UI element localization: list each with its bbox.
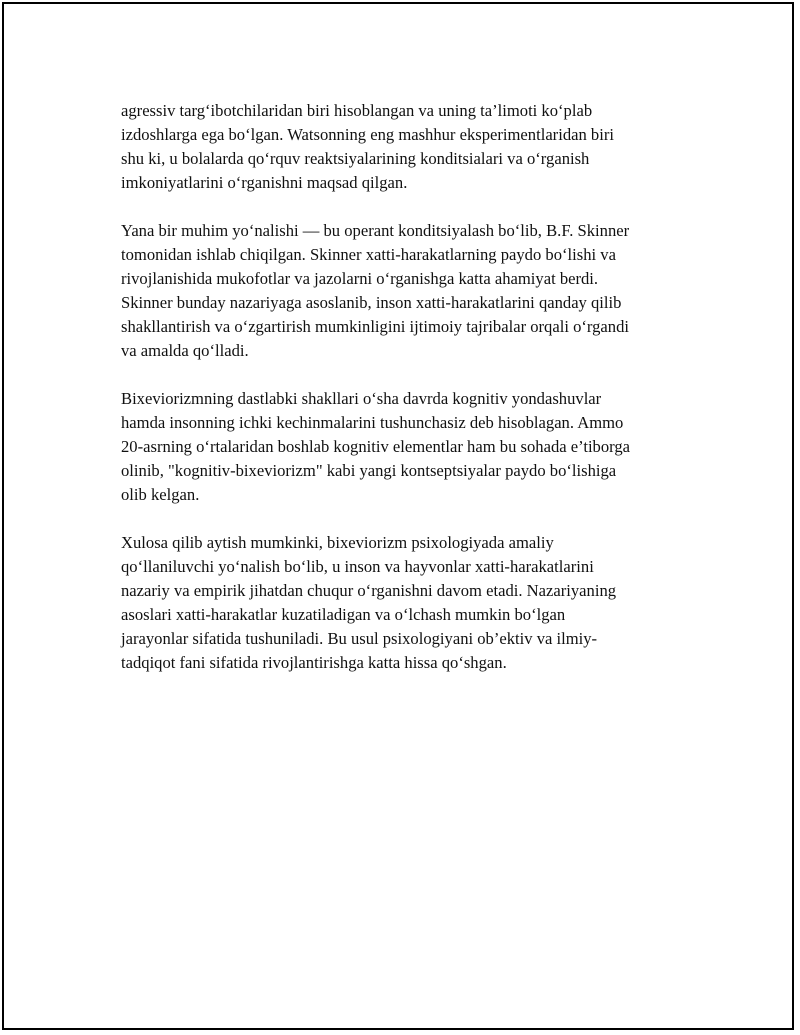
text-line: olib kelgan. <box>121 485 200 504</box>
text-line: olinib, "kognitiv-bixeviorizm" kabi yangi kontseptsiyalar paydo bo‘lishiga <box>121 461 617 480</box>
text-line: shakllantirish va o‘zgartirish mumkinligini ijtimoiy tajribalar orqali o‘rgandi <box>121 317 630 336</box>
paragraph-watson <box>121 99 696 195</box>
text-line: va amalda qo‘lladi. <box>121 341 249 360</box>
text-line: Yana bir muhim yo‘nalishi — bu operant konditsiyalash bo‘lib, B.F. Skinner <box>121 221 630 240</box>
paragraph-conclusion <box>121 531 696 675</box>
text-line: shu ki, u bolalarda qo‘rquv reaktsiyalarining konditsialari va o‘rganish <box>121 149 590 168</box>
text-line: hamda insonning ichki kechinmalarini tushunchasiz deb hisoblagan. Ammo <box>121 413 624 432</box>
text-line: tadqiqot fani sifatida rivojlantirishga katta hissa qo‘shgan. <box>121 653 507 672</box>
text-line: 20-asrning o‘rtalaridan boshlab kognitiv elementlar ham bu sohada e’tiborga <box>121 437 631 456</box>
text-line: imkoniyatlarini o‘rganishni maqsad qilgan. <box>121 173 408 192</box>
text-line: tomonidan ishlab chiqilgan. Skinner xatti-harakatlarning paydo bo‘lishi va <box>121 245 616 264</box>
text-line: agressiv targ‘ibotchilaridan biri hisoblangan va uning ta’limoti ko‘plab <box>121 101 593 120</box>
text-line: rivojlanishida mukofotlar va jazolarni o‘rganishga katta ahamiyat berdi. <box>121 269 599 288</box>
text-line: Bixeviorizmning dastlabki shakllari o‘sha davrda kognitiv yondashuvlar <box>121 389 602 408</box>
text-line: Skinner bunday nazariyaga asoslanib, inson xatti-harakatlarini qanday qilib <box>121 293 622 312</box>
text-line: asoslari xatti-harakatlar kuzatiladigan va o‘lchash mumkin bo‘lgan <box>121 605 566 624</box>
page-frame <box>2 2 794 1030</box>
document-body <box>121 99 696 699</box>
text-line: nazariy va empirik jihatdan chuqur o‘rganishni davom etadi. Nazariyaning <box>121 581 617 600</box>
text-line: qo‘llaniluvchi yo‘nalish bo‘lib, u inson va hayvonlar xatti-harakatlarini <box>121 557 594 576</box>
paragraph-skinner <box>121 219 696 363</box>
paragraph-cognitive <box>121 387 696 507</box>
text-line: izdoshlarga ega bo‘lgan. Watsonning eng mashhur eksperimentlaridan biri <box>121 125 614 144</box>
text-line: Xulosa qilib aytish mumkinki, bixeviorizm psixologiyada amaliy <box>121 533 554 552</box>
text-line: jarayonlar sifatida tushuniladi. Bu usul psixologiyani ob’ektiv va ilmiy- <box>121 629 598 648</box>
